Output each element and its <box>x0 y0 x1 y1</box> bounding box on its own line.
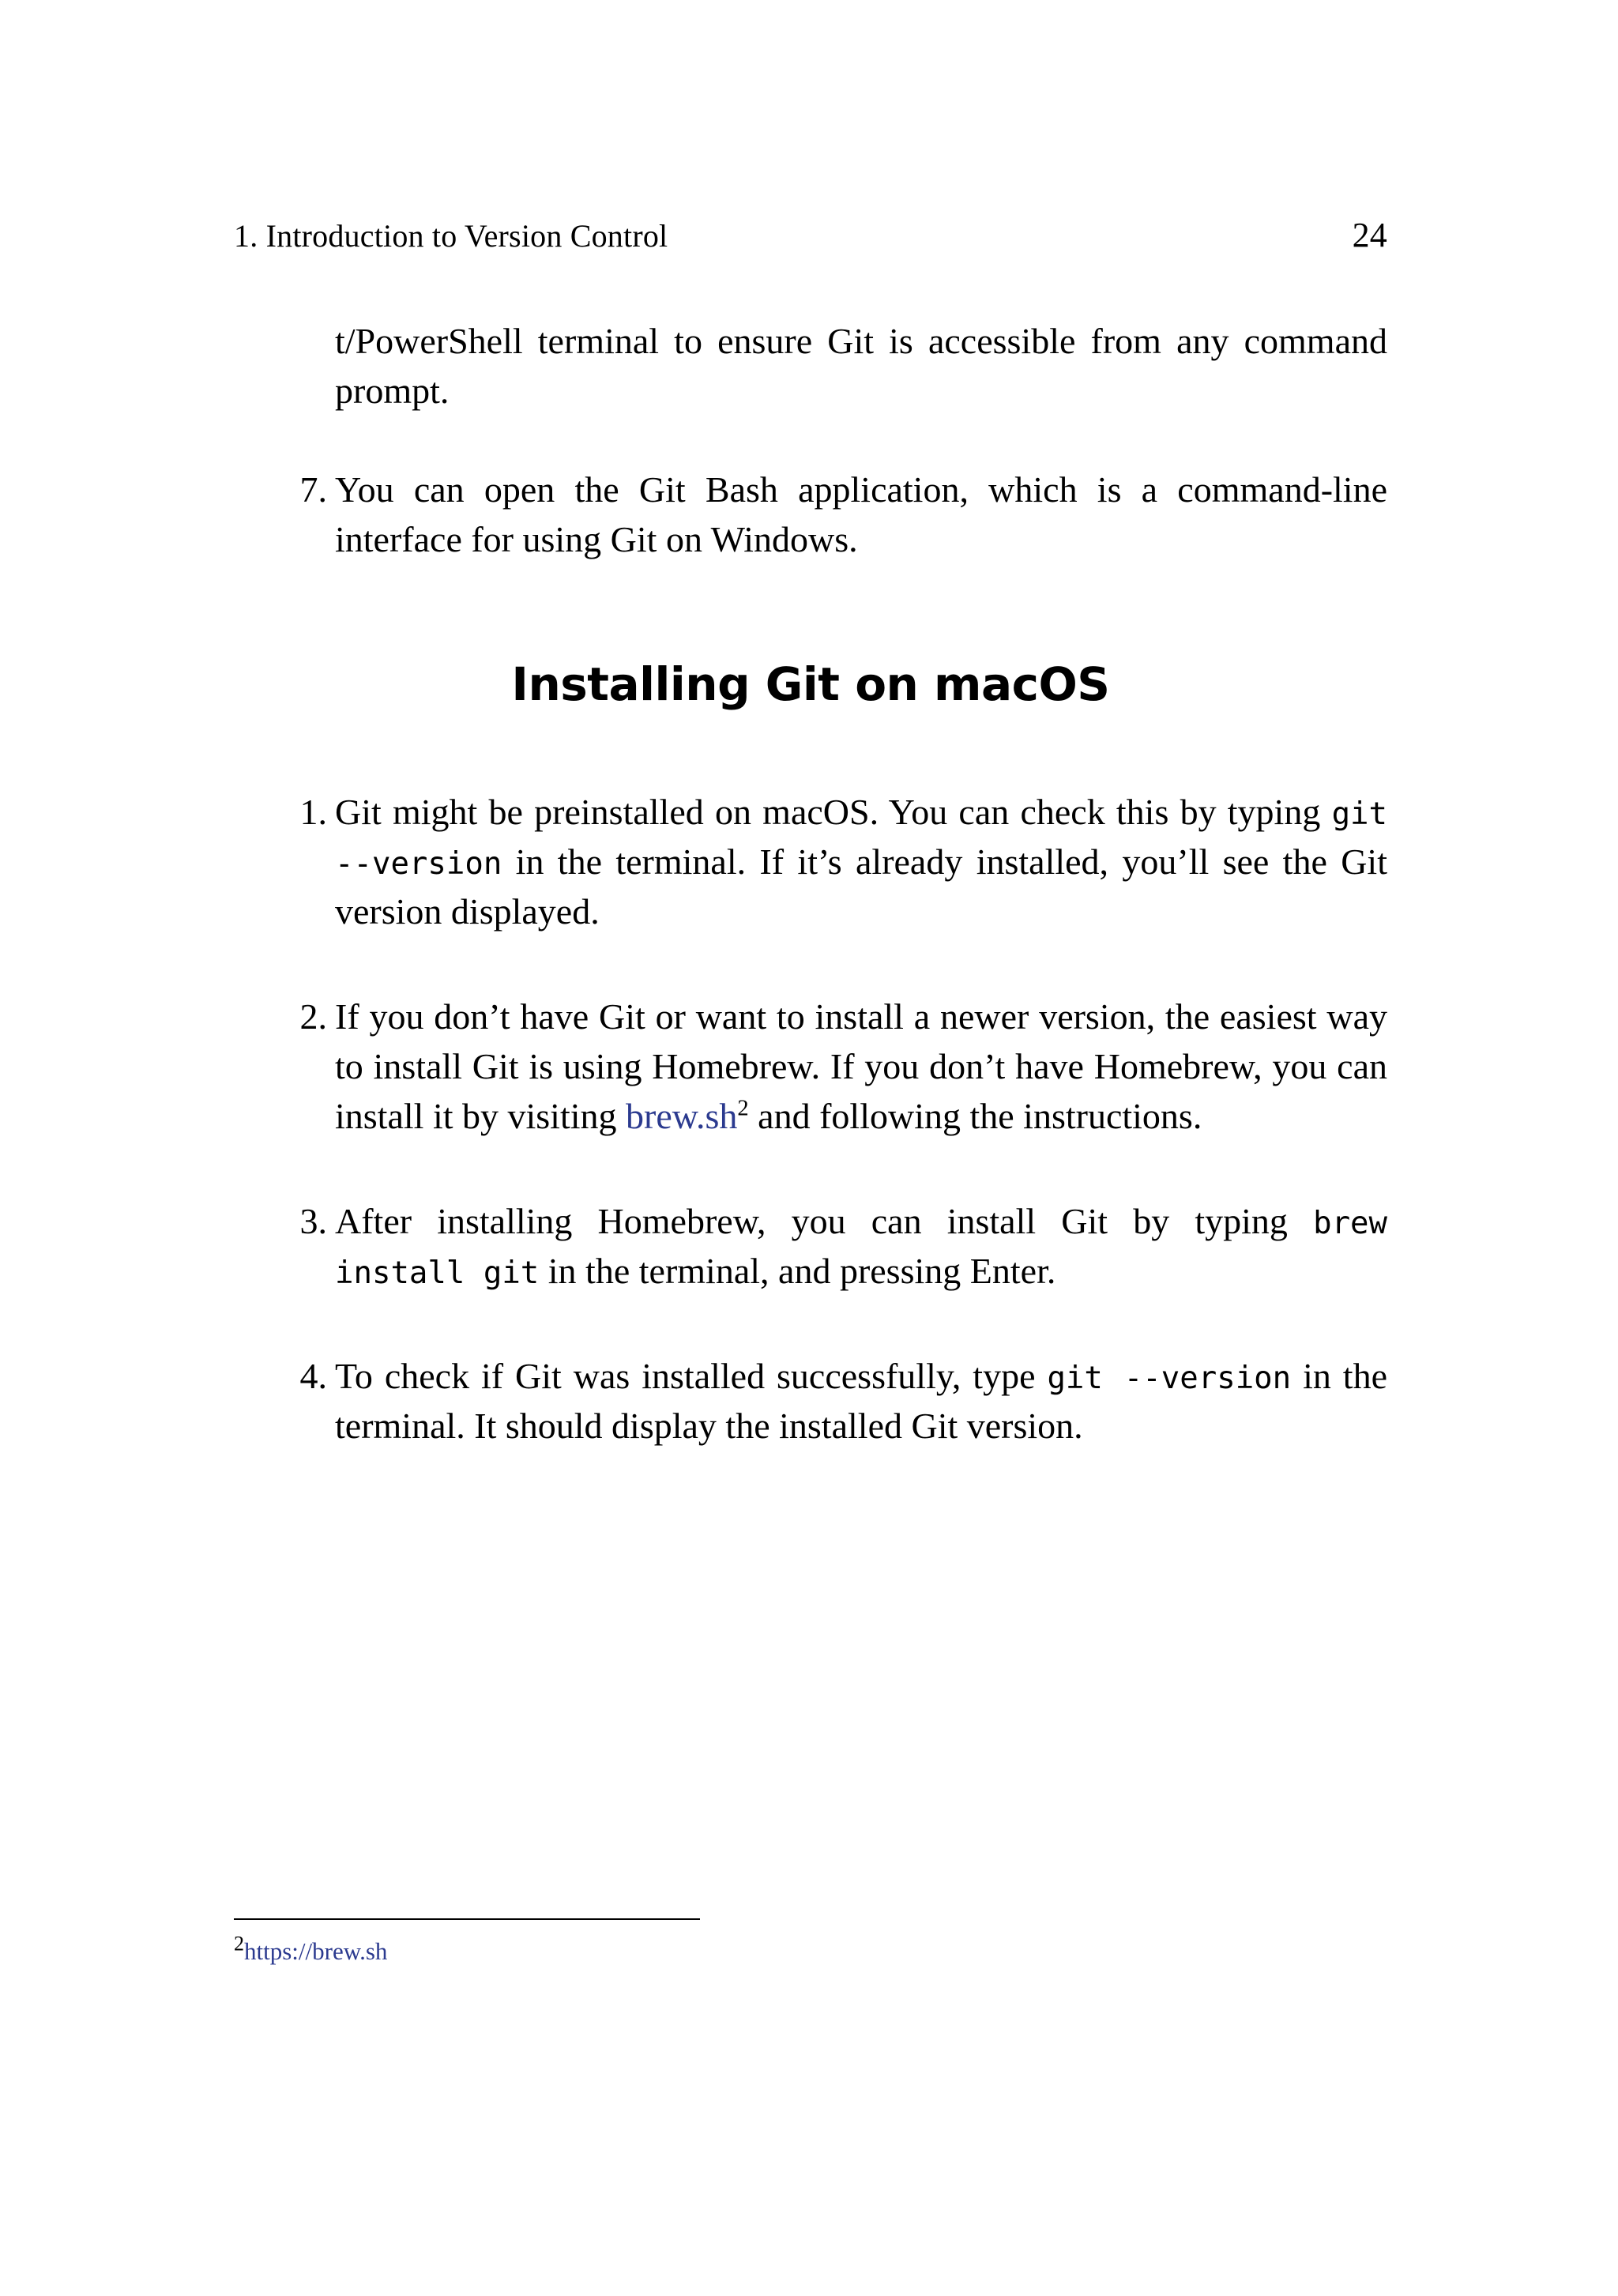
list-item <box>234 992 1387 1141</box>
footnote-separator <box>234 1918 700 1920</box>
list-macos-steps <box>234 787 1387 1451</box>
list-before-section <box>234 465 1387 564</box>
list-item <box>234 465 1387 564</box>
footnote-marker: 2 <box>234 1932 244 1955</box>
list-item-text-part1: To check if Git was installed successfully, type <box>335 1356 1036 1397</box>
footnote-link[interactable]: https://brew.sh <box>244 1937 388 1965</box>
list-item <box>234 787 1387 936</box>
list-item-text-part2: in the terminal, and pressing Enter. <box>547 1251 1056 1292</box>
list-item-text-part2: and following the instructions. <box>758 1096 1202 1137</box>
list-marker: 2. <box>299 996 327 1037</box>
list-item <box>234 1196 1387 1296</box>
inline-code: git --version <box>335 796 1388 883</box>
list-marker: 3. <box>299 1201 327 1242</box>
continued-paragraph: t/PowerShell terminal to ensure Git is accessible from any command prompt. <box>335 321 1387 412</box>
footnote <box>234 1932 1024 1966</box>
list-marker: 7. <box>299 469 327 510</box>
page-content <box>234 316 1387 1451</box>
footnote-reference[interactable]: 2 <box>737 1096 749 1121</box>
list-marker: 1. <box>299 792 327 833</box>
header-page-number: 24 <box>1352 216 1387 254</box>
list-item-text-part1: Git might be preinstalled on macOS. You can check this by typing <box>335 792 1321 833</box>
inline-code: git --version <box>1047 1361 1292 1397</box>
list-item-text-part1: If you don’t have Git or want to install a newer version, the easiest way to install Git is using Homebrew. If you don’t have Homebrew, you can install it by visiting <box>335 996 1387 1137</box>
brew-sh-link[interactable]: brew.sh <box>626 1096 738 1137</box>
list-item-text-part2: in the terminal. If it’s already installed, you’ll see the Git version displayed. <box>335 841 1387 932</box>
list-marker: 4. <box>299 1356 327 1397</box>
list-item-text-part1: After installing Homebrew, you can install Git by typing <box>335 1201 1288 1242</box>
section-heading: Installing Git on macOS <box>511 657 1110 712</box>
inline-code: brew install git <box>335 1206 1388 1292</box>
header-chapter-title: 1. Introduction to Version Control <box>234 218 668 254</box>
list-item <box>234 1351 1387 1451</box>
page-header <box>234 215 1387 255</box>
list-item-text-part2: in the terminal. It should display the installed Git version. <box>335 1356 1387 1447</box>
list-item-text: You can open the Git Bash application, which is a command-line interface for using Git on Windows. <box>335 469 1387 560</box>
